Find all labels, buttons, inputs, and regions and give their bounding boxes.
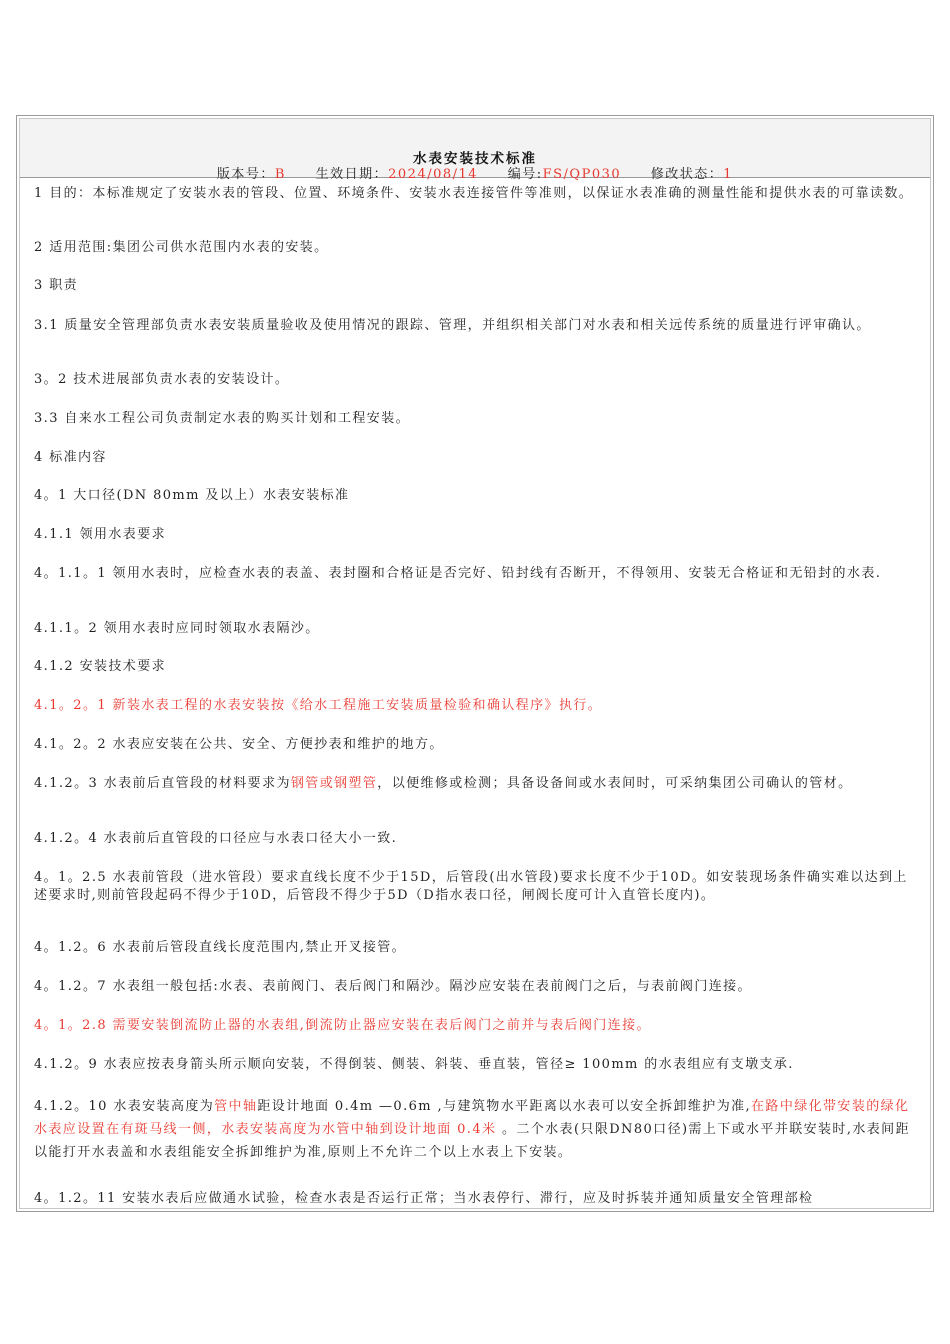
document-meta xyxy=(20,163,930,182)
revision-status-value: 1 xyxy=(723,167,734,182)
paragraph-4-1-2-11: 4。1.2。11 安装水表后应做通水试验，检查水表是否运行正常；当水表停行、滞行，应及时拆装并通知质量安全管理部检 xyxy=(34,1191,814,1206)
document-code-field xyxy=(508,163,621,182)
section-scope: 2 适用范围:集团公司供水范围内水表的安装。 xyxy=(34,240,329,255)
p15-text-c: ，以便维修或检测；具备设备间或水表间时，可采纳集团公司确认的管材。 xyxy=(377,776,853,791)
paragraph-3-2: 3。2 技术进展部负责水表的安装设计。 xyxy=(34,372,290,387)
paragraph-4-1-2-2: 4.1。2。2 水表应安装在公共、安全、方便抄表和维护的地方。 xyxy=(34,737,444,752)
version-value: B xyxy=(274,167,286,182)
paragraph-4-1-2-4: 4.1.2。4 水表前后直管段的口径应与水表口径大小一致. xyxy=(34,831,398,846)
effective-date-field xyxy=(316,163,478,182)
revision-status-label: 修改状态： xyxy=(650,167,724,182)
document-title: 水表安装技术标准 xyxy=(413,151,537,167)
section-standard-content: 4 标准内容 xyxy=(34,450,107,465)
document-frame xyxy=(16,115,934,1212)
p15-highlight: 钢管或钢塑管 xyxy=(290,776,378,791)
version-label: 版本号： xyxy=(216,167,275,182)
document-code-label: 编号: xyxy=(507,167,543,182)
paragraph-4-1-2-9: 4.1.2。9 水表应按表身箭头所示顺向安装，不得倒装、侧装、斜装、垂直装，管径≥ 100mm 的水表组应有支墩支承. xyxy=(34,1057,794,1072)
paragraph-4-1-2-8: 4。1。2.8 需要安装倒流防止器的水表组,倒流防止器应安装在表后阀门之前并与表后阀门连接。 xyxy=(34,1018,651,1033)
paragraph-4-1-2-3 xyxy=(34,776,919,792)
paragraph-4-1-1: 4.1.1 领用水表要求 xyxy=(34,527,167,542)
effective-date-label: 生效日期： xyxy=(315,167,389,182)
document-header xyxy=(20,119,930,182)
section-responsibilities: 3 职责 xyxy=(34,278,79,293)
paragraph-4-1-2: 4.1.2 安装技术要求 xyxy=(34,659,167,674)
p22-highlight-axis: 管中轴 xyxy=(214,1099,258,1114)
paragraph-4-1: 4。1 大口径(DN 80mm 及以上）水表安装标准 xyxy=(34,488,350,503)
paragraph-4-1-2-10 xyxy=(34,1095,919,1164)
p22-text-c: 距设计地面 0.4m —0.6m ,与建筑物水平距离以水表可以安全拆卸维护为准, xyxy=(257,1099,752,1114)
paragraph-4-1-1-1: 4。1.1。1 领用水表时，应检查水表的表盖、表封圈和合格证是否完好、铅封线有否断开，不得领用、安装无合格证和无铅封的水表. xyxy=(34,566,882,581)
paragraph-3-1: 3.1 质量安全管理部负责水表安装质量验收及使用情况的跟踪、管理，并组织相关部门对水表和相关远传系统的质量进行评审确认。 xyxy=(34,318,871,333)
section-purpose: 1 目的：本标准规定了安装水表的管段、位置、环境条件、安装水表连接管件等准则，以保证水表准确的测量性能和提供水表的可靠读数。 xyxy=(34,186,914,201)
paragraph-3-3: 3.3 自来水工程公司负责制定水表的购买计划和工程安装。 xyxy=(34,411,411,426)
effective-date-value: 2024/08/14 xyxy=(388,167,479,182)
paragraph-4-1-1-2: 4.1.1。2 领用水表时应同时领取水表隔沙。 xyxy=(34,621,320,636)
paragraph-4-1-2-5: 4。1。2.5 水表前管段（进水管段）要求直线长度不少于15D，后管段(出水管段)要求长度不少于10D。如安装现场条件确实难以达到上述要求时,则前管段起码不得少于10D，后管段不得少于5D（D指水表口径，闸阀长度可计入直管长度内)。 xyxy=(34,870,908,903)
p22-highlight-green-belt: 在路中绿化带安装的绿化水表应设置在有斑马线一侧，水表安装高度为水管中轴到设计地面 0.4米 xyxy=(34,1099,910,1137)
paragraph-4-1-2-7: 4。1.2。7 水表组一般包括:水表、表前阀门、表后阀门和隔沙。隔沙应安装在表前阀门之后，与表前阀门连接。 xyxy=(34,979,752,994)
paragraph-4-1-2-1: 4.1。2。1 新装水表工程的水表安装按《给水工程施工安装质量检验和确认程序》执行。 xyxy=(34,698,603,713)
revision-status-field xyxy=(651,163,733,182)
p15-text-a: 4.1.2。3 水表前后直管段的材料要求为 xyxy=(34,776,291,791)
document-code-value: FS/QP030 xyxy=(542,167,622,182)
version-field xyxy=(217,163,286,182)
p22-text-e: 。二个水表(只限DN80口径)需上下或水平并联安装时,水表间距以能打开水表盖和水表组能安全拆卸维护为准,原则上不允许二个以上水表上下安装。 xyxy=(34,1122,910,1160)
p22-text-a: 4.1.2。10 水表安装高度为 xyxy=(34,1099,215,1114)
paragraph-4-1-2-6: 4。1.2。6 水表前后管段直线长度范围内,禁止开叉接管。 xyxy=(34,940,407,955)
